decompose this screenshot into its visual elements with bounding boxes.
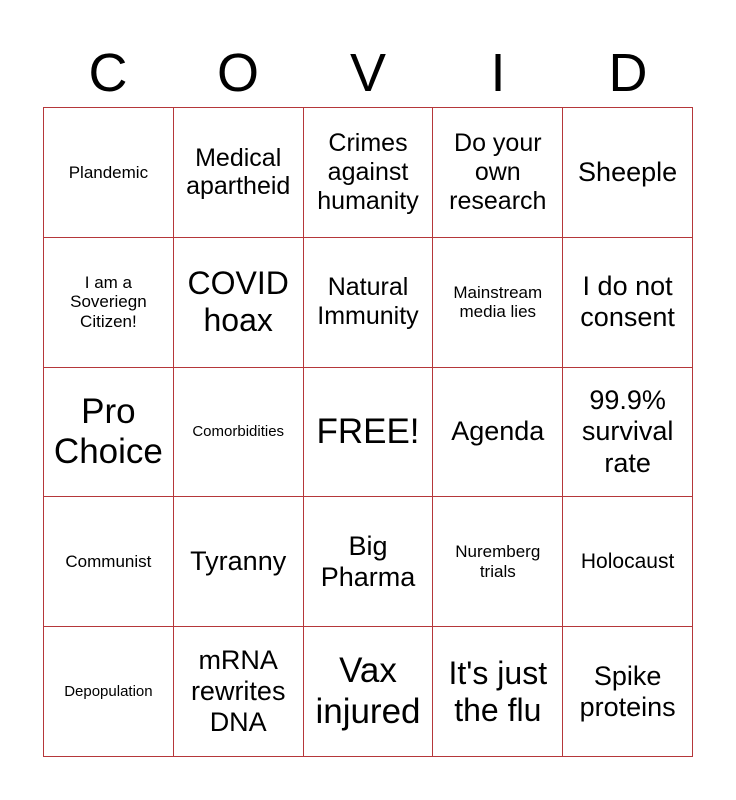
cell-text: Agenda xyxy=(451,416,545,447)
bingo-cell-r2c5[interactable] xyxy=(563,238,693,368)
bingo-cell-r2c3[interactable] xyxy=(304,238,434,368)
bingo-cell-r4c2[interactable] xyxy=(174,497,304,627)
bingo-cell-r1c5[interactable] xyxy=(563,108,693,238)
bingo-cell-r4c5[interactable] xyxy=(563,497,693,627)
cell-text: Do your own research xyxy=(449,129,547,215)
bingo-cell-r5c5[interactable] xyxy=(563,627,693,757)
bingo-cell-r1c1[interactable] xyxy=(44,108,174,238)
bingo-cell-r1c2[interactable] xyxy=(174,108,304,238)
cell-text: Mainstream media lies xyxy=(453,282,543,322)
cell-text: Tyranny xyxy=(190,546,287,577)
bingo-cell-r2c1[interactable] xyxy=(44,238,174,368)
header-letter-d: D xyxy=(608,43,648,103)
cell-text: Natural Immunity xyxy=(317,273,419,331)
bingo-cell-r4c1[interactable] xyxy=(44,497,174,627)
header-letter-v: V xyxy=(349,43,387,103)
bingo-cell-r5c1[interactable] xyxy=(44,627,174,757)
header-letter-o: O xyxy=(216,43,259,103)
cell-text: I am a Soveriegn Citizen! xyxy=(70,272,147,331)
cell-text: FREE! xyxy=(316,411,420,451)
cell-text: Holocaust xyxy=(580,549,675,573)
cell-text: COVID hoax xyxy=(187,265,289,339)
bingo-board xyxy=(43,107,693,757)
cell-text: Crimes against humanity xyxy=(317,129,419,215)
cell-text: Sheeple xyxy=(578,156,678,187)
bingo-cell-r5c2[interactable] xyxy=(174,627,304,757)
cell-text: It's just the flu xyxy=(448,654,548,728)
cell-text: Nuremberg trials xyxy=(455,542,541,581)
bingo-cell-r5c3[interactable] xyxy=(304,627,434,757)
bingo-cell-r2c4[interactable] xyxy=(433,238,563,368)
bingo-header xyxy=(43,42,693,104)
cell-text: Depopulation xyxy=(64,682,153,700)
cell-text: Plandemic xyxy=(68,162,149,182)
cell-text: 99.9% survival rate xyxy=(581,385,674,478)
bingo-cell-r3c2[interactable] xyxy=(174,368,304,498)
cell-text: Spike proteins xyxy=(579,660,676,722)
cell-text: Communist xyxy=(65,552,152,572)
bingo-cell-r4c4[interactable] xyxy=(433,497,563,627)
bingo-cell-r2c2[interactable] xyxy=(174,238,304,368)
bingo-cell-r3c4[interactable] xyxy=(433,368,563,498)
bingo-cell-r1c4[interactable] xyxy=(433,108,563,238)
bingo-cell-r4c3[interactable] xyxy=(304,497,434,627)
cell-text: I do not consent xyxy=(580,271,675,333)
bingo-cell-r1c3[interactable] xyxy=(304,108,434,238)
bingo-cell-r5c4[interactable] xyxy=(433,627,563,757)
cell-text: Pro Choice xyxy=(53,391,163,471)
cell-text: mRNA rewrites DNA xyxy=(190,645,286,738)
cell-text: Vax injured xyxy=(315,651,421,731)
bingo-cell-r3c3[interactable] xyxy=(304,368,434,498)
header-letter-c: C xyxy=(88,43,128,103)
cell-text: Comorbidities xyxy=(192,423,285,441)
bingo-cell-r3c5[interactable] xyxy=(563,368,693,498)
bingo-cell-r3c1[interactable] xyxy=(44,368,174,498)
cell-text: Medical apartheid xyxy=(186,143,291,201)
cell-text: Big Pharma xyxy=(320,530,416,592)
header-letter-i: I xyxy=(490,43,506,103)
